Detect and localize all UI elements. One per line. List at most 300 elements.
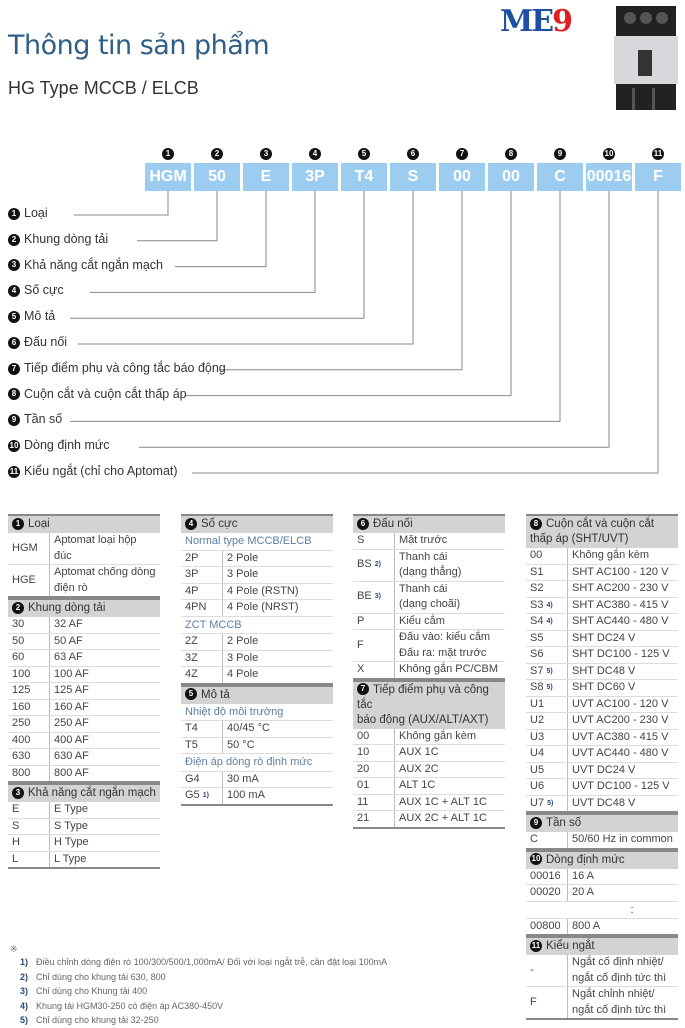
code-value: 3Z	[185, 651, 198, 664]
code-segment: 3P	[292, 163, 338, 191]
table-row	[181, 651, 333, 668]
section-title: Cuộn cắt và cuộn cắt thấp áp (SHT/UVT)	[530, 518, 655, 545]
code-cell	[8, 700, 50, 716]
code-value: 21	[357, 812, 370, 824]
code-cell	[8, 802, 50, 818]
description-cell: SHT DC100 - 125 V	[572, 648, 670, 660]
code-cell	[526, 647, 568, 663]
code-segment: C	[537, 163, 583, 191]
number-badge-icon: 9	[8, 414, 20, 426]
code-value: 50	[12, 634, 25, 647]
code-cell	[8, 716, 50, 732]
code-value: U2	[530, 714, 545, 726]
code-cell	[526, 614, 568, 630]
code-value: 20	[357, 762, 370, 775]
section-title: Khung dòng tải	[28, 602, 106, 614]
code-segment: T4	[341, 163, 387, 191]
description-cell: UVT AC440 - 480 V	[572, 747, 669, 759]
code-segment: HGM	[145, 163, 191, 191]
number-badge-icon: 3	[260, 148, 272, 160]
code-value: 30	[12, 618, 25, 630]
code-cell	[8, 634, 50, 650]
section-title: Mô tả	[201, 688, 230, 701]
section-header	[526, 514, 678, 548]
code-value: 100	[12, 667, 31, 680]
number-badge-icon: 7	[357, 683, 369, 695]
code-value: T5	[185, 738, 198, 751]
code-value: 2P	[185, 551, 199, 564]
table-row	[8, 700, 160, 717]
section-title: Kiểu ngắt	[546, 940, 595, 952]
description-cell: 50 AF	[54, 634, 83, 647]
code-value: -	[530, 963, 534, 976]
footnote-text: Khung tải HGM30-250 có điện áp AC380-450V	[36, 1000, 224, 1011]
code-cell	[526, 697, 568, 713]
code-value: BE	[357, 590, 372, 603]
table-row	[526, 832, 678, 850]
description-cell: UVT DC48 V	[572, 796, 636, 809]
description-cell: 125 AF	[54, 684, 89, 696]
number-badge-icon: 9	[530, 817, 542, 829]
description-cell: Mặt trước	[399, 534, 448, 546]
number-badge-icon: 11	[653, 149, 663, 158]
number-badge-icon: 11	[531, 940, 541, 950]
code-cell	[526, 680, 568, 696]
code-value: S6	[530, 648, 544, 660]
code-label	[8, 232, 108, 246]
table-row	[526, 730, 678, 747]
code-value: 00020	[530, 886, 561, 898]
footnote-ref: 4)	[546, 601, 553, 609]
code-cell	[8, 683, 50, 699]
code-cell	[353, 630, 395, 661]
code-value: U4	[530, 747, 545, 759]
code-cell	[8, 852, 50, 868]
code-label-text: Số cực	[24, 283, 64, 298]
code-cell	[8, 650, 50, 666]
number-badge-icon: 6	[407, 148, 419, 160]
code-label-text: Loại	[24, 206, 48, 220]
footnote-ref: 4)	[546, 618, 553, 625]
table-row	[8, 835, 160, 852]
page-subtitle: HG Type MCCB / ELCB	[8, 78, 199, 98]
number-badge-icon: 2	[12, 602, 24, 614]
description-cell: 400 AF	[54, 733, 89, 746]
table-row	[181, 721, 333, 738]
code-value: S	[12, 819, 20, 832]
code-value: HGM	[12, 541, 38, 554]
code-value: 800	[12, 766, 31, 779]
description-cell: 50/60 Hz in common	[572, 833, 673, 845]
code-value: X	[357, 663, 365, 675]
code-value: 00	[357, 729, 370, 742]
footnote	[10, 955, 387, 970]
description-cell: L Type	[54, 852, 87, 865]
code-cell	[526, 955, 568, 986]
description-cell: SHT AC100 - 120 V	[572, 565, 669, 578]
code-segment: S	[390, 163, 436, 191]
table-row	[181, 567, 333, 584]
footnote	[10, 984, 387, 999]
code-cell	[8, 766, 50, 782]
code-value: G4	[185, 772, 200, 785]
footnote-number: 4)	[19, 1000, 28, 1011]
table-row	[526, 955, 678, 987]
description-cell: UVT DC100 - 125 V	[572, 780, 670, 792]
table-row	[526, 614, 678, 631]
description-cell: 800 AF	[54, 766, 89, 779]
subsection-label: Điện áp dòng rò định mức	[181, 754, 333, 772]
table-row	[8, 802, 160, 819]
code-value: G5	[185, 789, 200, 801]
table-row	[8, 749, 160, 766]
spec-column	[353, 514, 505, 829]
description-cell: 100 AF	[54, 667, 89, 680]
table-row	[181, 788, 333, 806]
description-cell: SHT DC48 V	[572, 664, 636, 677]
connector-line	[137, 191, 217, 241]
code-label	[8, 206, 48, 220]
number-badge-icon: 4	[185, 518, 197, 530]
table-row	[526, 779, 678, 796]
footnote-ref: 1)	[202, 792, 209, 799]
code-label	[8, 361, 226, 375]
subsection-label: Normal type MCCB/ELCB	[181, 533, 333, 551]
number-badge-icon: 5	[358, 148, 370, 160]
code-label	[8, 258, 163, 272]
code-cell	[8, 533, 50, 564]
number-badge-icon: 1	[12, 518, 24, 530]
table-row	[353, 795, 505, 812]
code-cell	[181, 567, 223, 583]
code-label-text: Tần số	[24, 412, 63, 427]
code-cell	[8, 835, 50, 851]
table-row	[526, 664, 678, 681]
table-row	[8, 819, 160, 836]
section-title: Loại	[28, 518, 50, 530]
description-cell: Kiểu cắm	[399, 614, 445, 627]
description-cell: 100 mA	[227, 789, 265, 801]
description-cell: SHT AC200 - 230 V	[572, 582, 669, 594]
section-header	[181, 514, 333, 533]
code-segment: 50	[194, 163, 240, 191]
section-title: Đấu nối	[373, 518, 413, 530]
description-cell: 250 AF	[54, 717, 89, 729]
ellipsis: :	[526, 902, 678, 919]
spec-column	[181, 514, 333, 806]
description-cell: 2 Pole	[227, 551, 259, 564]
code-value: H	[12, 836, 20, 848]
table-row	[526, 581, 678, 598]
description-cell: 50 °C	[227, 738, 255, 751]
code-label	[8, 283, 64, 297]
table-row	[526, 987, 678, 1020]
code-value: 01	[357, 779, 370, 791]
code-cell	[526, 631, 568, 647]
number-badge-icon: 8	[8, 388, 20, 400]
code-label-text: Khả năng cắt ngắn mạch	[24, 257, 163, 272]
code-value: S	[357, 534, 365, 546]
section-header	[353, 680, 505, 729]
description-cell: E Type	[54, 803, 89, 815]
table-row	[8, 733, 160, 750]
spec-column	[8, 514, 160, 869]
table-row	[526, 869, 678, 886]
description-cell: Ngắt cố định nhiệt/ ngắt cố định tức thì	[572, 956, 667, 984]
description-cell: S Type	[54, 819, 89, 832]
code-value: E	[12, 803, 20, 815]
code-cell	[526, 746, 568, 762]
description-cell: ALT 1C	[399, 779, 436, 791]
number-badge-icon: 8	[505, 148, 517, 160]
description-cell: 4 Pole (NRST)	[227, 601, 299, 613]
table-row	[353, 614, 505, 631]
code-cell	[526, 987, 568, 1018]
code-value: S5	[530, 631, 544, 644]
footnote-ref: 5)	[546, 684, 553, 691]
footnote	[10, 1013, 387, 1028]
code-cell	[353, 582, 395, 613]
code-cell	[181, 788, 223, 804]
number-badge-icon: 10	[531, 854, 541, 864]
code-value: HGE	[12, 573, 36, 586]
description-cell: H Type	[54, 836, 89, 848]
code-label	[8, 464, 178, 478]
code-value: 11	[357, 795, 369, 808]
code-cell	[526, 581, 568, 597]
code-label-text: Dòng định mức	[24, 438, 110, 453]
code-cell	[526, 832, 568, 848]
code-value: C	[530, 833, 538, 845]
code-cell	[526, 779, 568, 795]
footnote-number: 5)	[19, 1015, 28, 1025]
table-row	[353, 582, 505, 614]
code-value: U3	[530, 730, 545, 743]
code-cell	[181, 634, 223, 650]
code-value: 630	[12, 750, 31, 762]
code-cell	[526, 919, 568, 935]
code-value: 3P	[185, 568, 199, 580]
connector-line	[192, 191, 658, 473]
table-row	[181, 634, 333, 651]
subsection-label: ZCT MCCB	[181, 617, 333, 635]
description-cell: 630 AF	[54, 750, 89, 762]
code-cell	[526, 730, 568, 746]
table-row	[181, 551, 333, 568]
table-row	[181, 584, 333, 601]
footnote-ref: 5)	[546, 667, 553, 675]
me9-logo: ME9	[500, 4, 571, 39]
code-cell	[8, 565, 50, 596]
code-value: S2	[530, 582, 544, 594]
number-badge-icon: 3	[12, 787, 24, 799]
code-value: T4	[185, 722, 198, 734]
code-value: 10	[357, 746, 370, 758]
code-cell	[353, 762, 395, 778]
table-row	[526, 631, 678, 648]
table-row	[353, 745, 505, 762]
code-cell	[353, 778, 395, 794]
description-cell: UVT AC200 - 230 V	[572, 714, 669, 726]
spec-column	[526, 514, 678, 1020]
description-cell: 4 Pole (RSTN)	[227, 584, 299, 597]
table-row	[8, 533, 160, 565]
footnote-ref: 2)	[374, 561, 381, 569]
code-cell	[526, 664, 568, 680]
connector-line	[74, 191, 168, 215]
code-value: 00	[530, 549, 543, 561]
connector-lines	[0, 0, 685, 500]
code-label-text: Khung dòng tải	[24, 231, 109, 246]
description-cell: AUX 1C + ALT 1C	[399, 795, 487, 808]
page-title: Thông tin sản phẩm	[8, 30, 270, 61]
section-title: Tiếp điểm phụ và công tắc báo động (AUX/ALT/AXT)	[357, 683, 489, 726]
code-cell	[181, 584, 223, 600]
code-segment: E	[243, 163, 289, 191]
code-cell	[526, 763, 568, 779]
code-value: 160	[12, 700, 31, 713]
description-cell: 3 Pole	[227, 568, 259, 580]
code-value: F	[357, 638, 364, 651]
number-badge-icon: 1	[8, 208, 20, 220]
code-value: 125	[12, 684, 31, 696]
number-badge-icon: 5	[8, 311, 20, 323]
code-cell	[8, 749, 50, 765]
description-cell: SHT DC24 V	[572, 631, 636, 644]
code-cell	[526, 548, 568, 564]
number-badge-icon: 4	[8, 285, 20, 297]
code-label-text: Mô tả	[24, 309, 56, 324]
footnote-number: 2)	[19, 971, 28, 982]
description-cell: Thanh cái (dạng choãi)	[399, 582, 461, 610]
description-cell: Aptomat chống dòng điện rò	[54, 566, 156, 594]
code-cell	[353, 614, 395, 630]
description-cell: 63 AF	[54, 651, 83, 663]
code-value: U5	[530, 763, 545, 776]
code-value: S1	[530, 565, 544, 578]
code-cell	[181, 738, 223, 754]
code-label-text: Kiểu ngắt (chỉ cho Aptomat)	[24, 464, 178, 478]
connector-line	[220, 191, 462, 370]
table-row	[8, 617, 160, 634]
number-badge-icon: 7	[456, 148, 468, 160]
code-value: U1	[530, 697, 545, 710]
code-cell	[8, 617, 50, 633]
code-label-text: Tiếp điểm phụ và công tắc báo động	[24, 360, 226, 375]
code-segment: 00	[488, 163, 534, 191]
connector-line	[139, 191, 609, 447]
section-header	[526, 850, 678, 869]
section-header	[181, 685, 333, 704]
code-value: S7	[530, 664, 544, 677]
description-cell: UVT AC100 - 120 V	[572, 697, 669, 710]
table-row	[526, 713, 678, 730]
description-cell: Ngắt chỉnh nhiệt/ ngắt cố định tức thì	[572, 988, 667, 1016]
code-segment: 00	[439, 163, 485, 191]
table-row	[526, 796, 678, 814]
code-value: U6	[530, 780, 545, 792]
table-row	[353, 811, 505, 829]
table-row	[526, 697, 678, 714]
number-badge-icon: 4	[309, 148, 321, 160]
code-cell	[526, 796, 568, 812]
code-cell	[8, 667, 50, 683]
footnote	[10, 999, 387, 1014]
number-badge-icon: 11	[9, 466, 19, 476]
footnote-number: 3)	[19, 986, 28, 996]
footnote-number: 1)	[19, 957, 28, 967]
description-cell: Aptomat loại hộp đúc	[54, 534, 137, 562]
code-cell	[353, 550, 395, 581]
note-mark: ※	[10, 944, 18, 954]
number-badge-icon: 6	[357, 518, 369, 530]
code-cell	[353, 729, 395, 745]
connector-line	[90, 191, 315, 292]
description-cell: Không gắn PC/CBM	[399, 663, 499, 675]
code-cell	[181, 721, 223, 737]
footnotes	[10, 944, 387, 1028]
code-value: L	[12, 852, 19, 865]
table-row	[353, 662, 505, 680]
table-row	[353, 762, 505, 779]
code-cell	[353, 811, 395, 827]
code-cell	[8, 819, 50, 835]
description-cell: 4 Pole	[227, 668, 259, 680]
description-cell: 20 A	[572, 886, 595, 898]
number-badge-icon: 8	[530, 518, 542, 530]
description-cell: 32 AF	[54, 618, 83, 630]
description-cell: AUX 2C + ALT 1C	[399, 812, 487, 824]
connector-line	[175, 191, 266, 267]
footnote-text: Chỉ dùng cho khung tải 630, 800	[36, 971, 166, 982]
table-row	[526, 647, 678, 664]
description-cell: Không gắn kèm	[399, 729, 477, 742]
table-row	[526, 598, 678, 615]
description-cell: SHT DC60 V	[572, 681, 636, 693]
section-title: Khả năng cắt ngắn mạch	[28, 787, 156, 799]
code-label	[8, 335, 67, 349]
code-value: BS	[357, 558, 372, 571]
table-row	[181, 772, 333, 789]
description-cell: 3 Pole	[227, 651, 259, 664]
table-row	[8, 634, 160, 651]
code-segment: 00016	[586, 163, 632, 191]
table-row	[353, 550, 505, 582]
code-cell	[353, 795, 395, 811]
footnote	[10, 970, 387, 985]
number-badge-icon: 10	[9, 440, 19, 450]
code-label-text: Cuộn cắt và cuộn cắt thấp áp	[24, 386, 187, 401]
section-title: Tần số	[546, 817, 582, 829]
description-cell: 40/45 °C	[227, 722, 270, 734]
footnote-ref: 3)	[374, 593, 381, 601]
description-cell: 800 A	[572, 919, 601, 932]
table-row	[526, 548, 678, 565]
table-row	[526, 746, 678, 763]
number-badge-icon: 2	[211, 148, 223, 160]
section-header	[526, 936, 678, 955]
code-cell	[526, 869, 568, 885]
code-value: P	[357, 614, 365, 627]
section-header	[526, 813, 678, 832]
description-cell: 2 Pole	[227, 635, 259, 647]
description-cell: SHT AC440 - 480 V	[572, 615, 669, 627]
table-row	[181, 738, 333, 755]
subsection-label: Nhiệt độ môi trường	[181, 704, 333, 722]
code-value: 00800	[530, 919, 561, 932]
number-badge-icon: 6	[8, 337, 20, 349]
table-row	[181, 667, 333, 685]
